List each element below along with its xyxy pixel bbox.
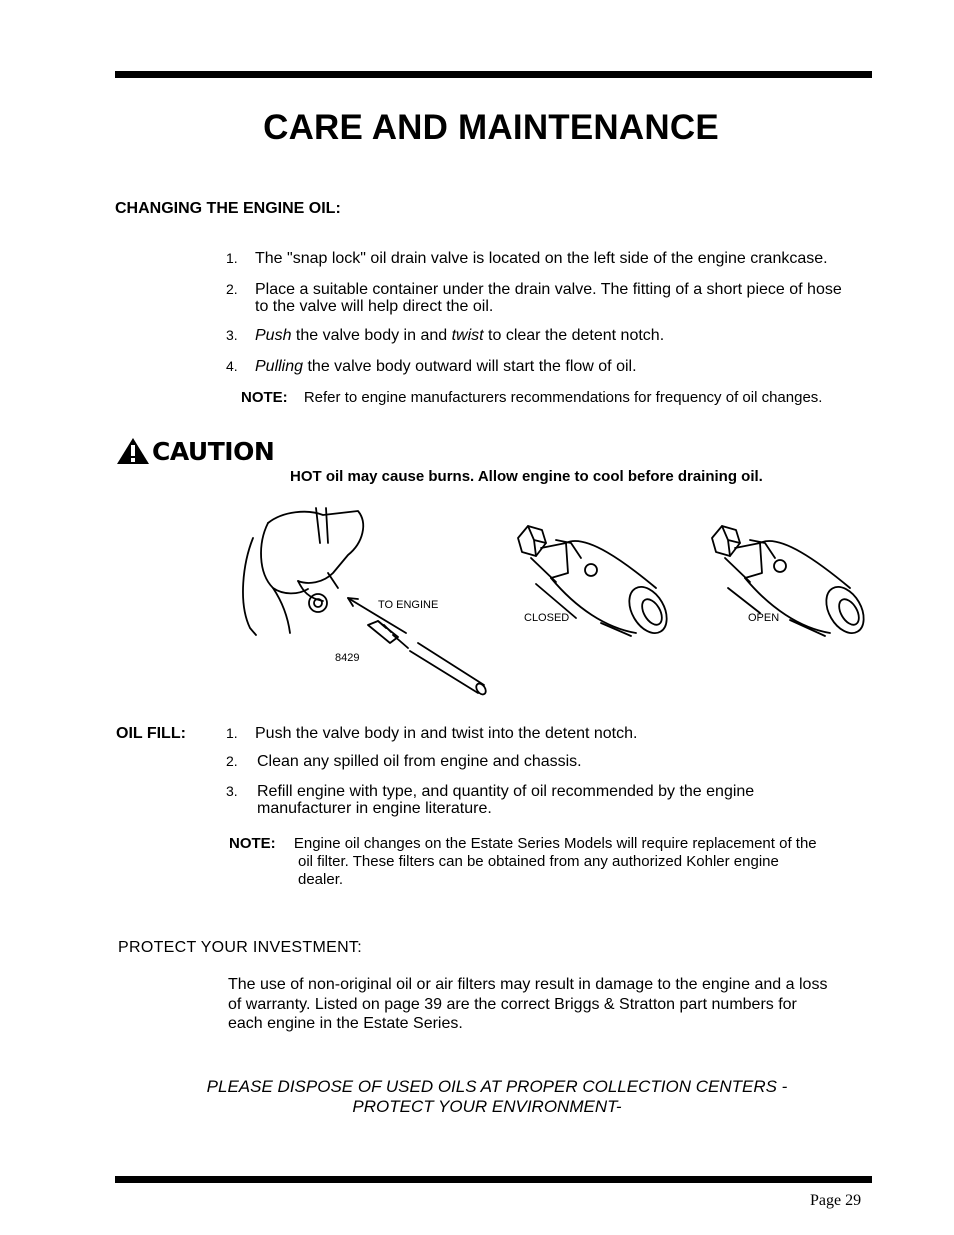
crankcase-outline bbox=[268, 511, 363, 583]
paragraph-line: of warranty. Listed on page 39 are the correct Briggs & Stratton part numbers for bbox=[228, 995, 797, 1013]
step-number: 3. bbox=[226, 783, 238, 799]
note-text: Refer to engine manufacturers recommendations for frequency of oil changes. bbox=[303, 389, 823, 406]
oil-drain-valve-illustration bbox=[228, 503, 878, 708]
step-text-part: the valve body outward will start the flow of oil. bbox=[303, 358, 637, 375]
step-text: Place a suitable container under the drain valve. The fitting of a short piece of hose to the valve will help direct the oil. bbox=[255, 281, 842, 315]
page-title: CARE AND MAINTENANCE bbox=[263, 108, 719, 147]
changing-oil-heading: CHANGING THE ENGINE OIL: bbox=[115, 200, 341, 217]
note-line: dealer. bbox=[298, 871, 344, 888]
step-number: 2. bbox=[226, 281, 238, 297]
step-text: Push the valve body in and twist into the detent notch. bbox=[255, 725, 638, 742]
note-label: NOTE: bbox=[241, 389, 288, 406]
warning-triangle-icon bbox=[116, 437, 150, 465]
paragraph-line: each engine in the Estate Series. bbox=[228, 1015, 463, 1032]
to-engine-label: TO ENGINE bbox=[378, 599, 439, 611]
step-text bbox=[255, 358, 875, 375]
bottom-rule bbox=[115, 1176, 872, 1183]
step-number: 3. bbox=[226, 327, 238, 343]
dispose-line: PLEASE DISPOSE OF USED OILS AT PROPER COLLECTION CENTERS - bbox=[206, 1077, 788, 1096]
dispose-line: PROTECT YOUR ENVIRONMENT- bbox=[352, 1097, 622, 1116]
step-number: 2. bbox=[226, 753, 238, 769]
caution-text: HOT oil may cause burns. Allow engine to cool before draining oil. bbox=[290, 468, 763, 485]
open-label: OPEN bbox=[748, 612, 780, 624]
step-emphasis: Push bbox=[255, 327, 292, 344]
step-text bbox=[255, 327, 875, 344]
page-number: Page 29 bbox=[810, 1192, 862, 1209]
step-emphasis: twist bbox=[451, 327, 484, 344]
step-text: The "snap lock" oil drain valve is located on the left side of the engine crankcase. bbox=[255, 250, 828, 267]
step-text-part: the valve body in and bbox=[291, 327, 452, 344]
step-emphasis: Pulling bbox=[255, 358, 304, 375]
note-line: Engine oil changes on the Estate Series Models will require replacement of the bbox=[293, 835, 817, 852]
caution-word: CAUTION bbox=[152, 436, 275, 466]
protect-paragraph bbox=[228, 975, 827, 1034]
note-line: oil filter. These filters can be obtained from any authorized Kohler engine bbox=[298, 853, 779, 870]
oil-fill-heading: OIL FILL: bbox=[116, 725, 186, 742]
top-rule bbox=[115, 71, 872, 78]
step-number: 4. bbox=[226, 358, 238, 374]
paragraph-line: The use of non-original oil or air filters may result in damage to the engine and a loss bbox=[228, 976, 828, 993]
note-label: NOTE: bbox=[229, 835, 276, 852]
note bbox=[229, 835, 817, 889]
protect-heading: PROTECT YOUR INVESTMENT: bbox=[118, 939, 362, 956]
note bbox=[241, 389, 822, 406]
part-number-label: 8429 bbox=[335, 652, 360, 664]
step-text-part: to clear the detent notch. bbox=[483, 327, 665, 344]
step-number: 1. bbox=[226, 725, 238, 741]
step-text: Refill engine with type, and quantity of oil recommended by the engine manufacturer in engine literature. bbox=[257, 783, 755, 817]
step-text: Clean any spilled oil from engine and chassis. bbox=[257, 753, 582, 770]
caution-banner bbox=[116, 437, 274, 465]
closed-label: CLOSED bbox=[524, 612, 570, 624]
open-valve-drawing bbox=[712, 526, 871, 640]
step-number: 1. bbox=[226, 250, 238, 266]
